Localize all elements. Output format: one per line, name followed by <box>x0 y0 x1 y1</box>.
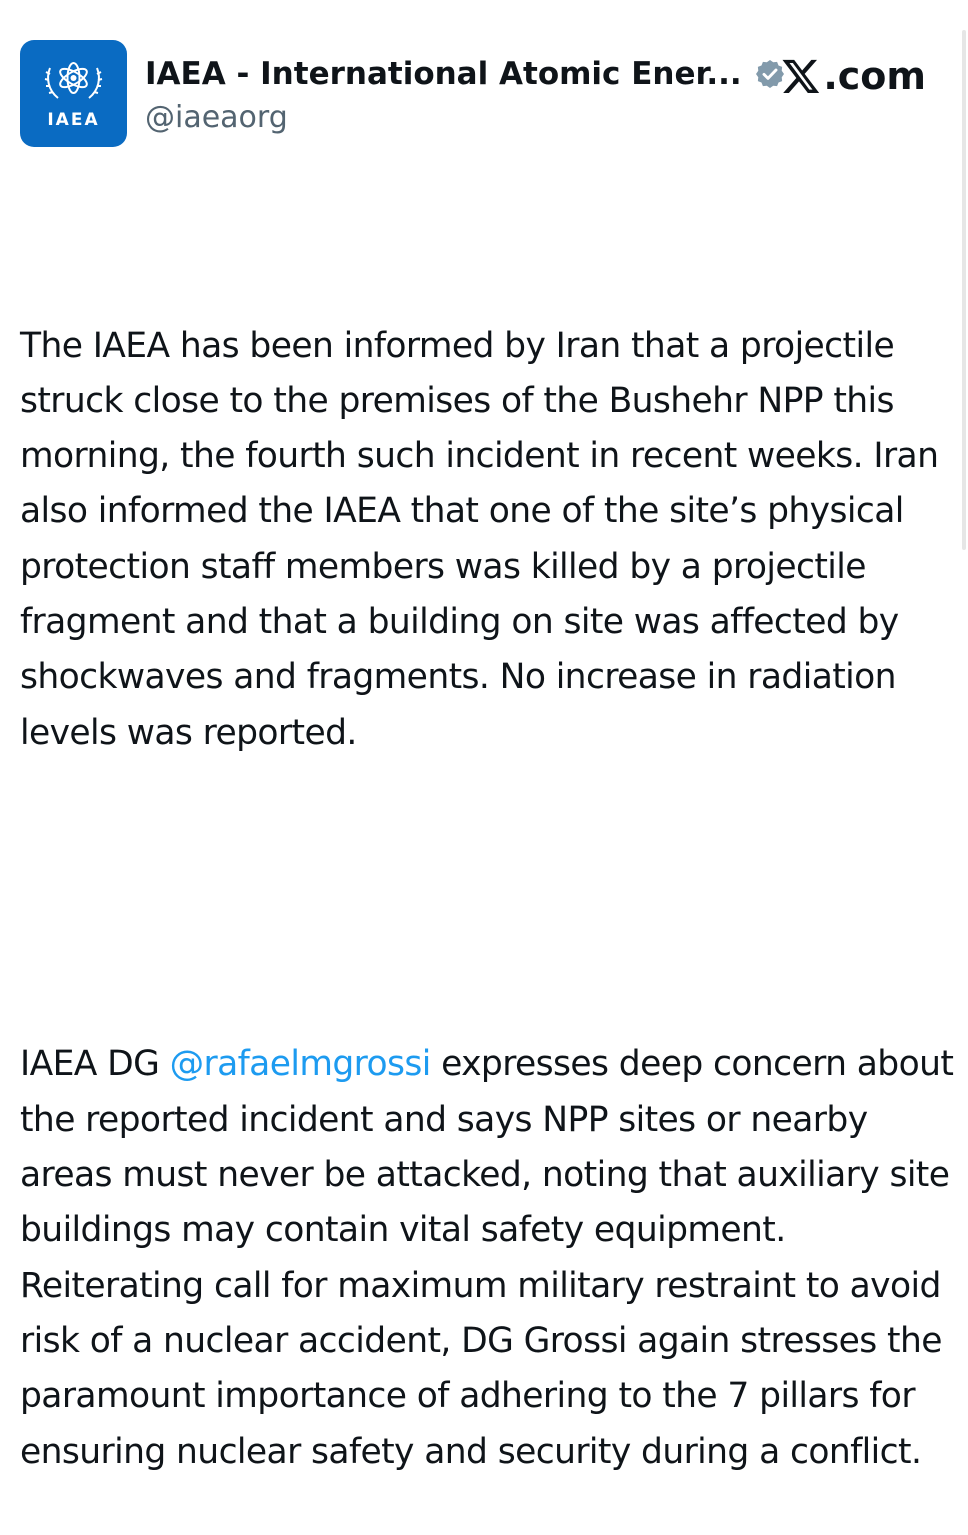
name-row <box>145 52 786 96</box>
scrollbar[interactable] <box>962 30 966 550</box>
mention-link[interactable]: @rafaelmgrossi <box>169 1044 431 1085</box>
avatar[interactable] <box>20 40 127 147</box>
paragraph-gap <box>20 872 955 927</box>
x-logo-icon <box>781 56 821 96</box>
tweet-body <box>20 208 964 1535</box>
paragraph-2-prefix: IAEA DG <box>20 1044 170 1085</box>
account-handle[interactable]: @iaeaorg <box>145 100 288 135</box>
tweet-paragraph-2 <box>20 1037 964 1479</box>
tweet-paragraph-1: The IAEA has been informed by Iran that a projectile struck close to the premises of the Bushehr NPP this morning, the fourth such incident in recent weeks. Iran also informed the IAEA that one of the site’s physical protection staff members was killed by a projectile fragment and that a building on site was affected by shockwaves and fragments. No increase in radiation levels was reported. <box>20 325 949 753</box>
paragraph-2-rest: expresses deep concern about the reported incident and says NPP sites or nearby areas must never be attacked, noting that auxiliary site buildings may contain vital safety equipment. Reiterating call for maximum military restraint to avoid risk of a nuclear accident, DG Grossi again stresses the paramount importance of adhering to the 7 pillars for ensuring nuclear safety and security during a conflict. <box>20 1044 964 1472</box>
iaea-logo-icon <box>20 40 127 147</box>
tweet-header <box>20 40 948 150</box>
avatar-label: IAEA <box>47 110 100 130</box>
display-name[interactable]: IAEA - International Atomic Ener... <box>145 56 742 92</box>
x-brand <box>781 54 926 98</box>
brand-label: .com <box>823 54 926 98</box>
